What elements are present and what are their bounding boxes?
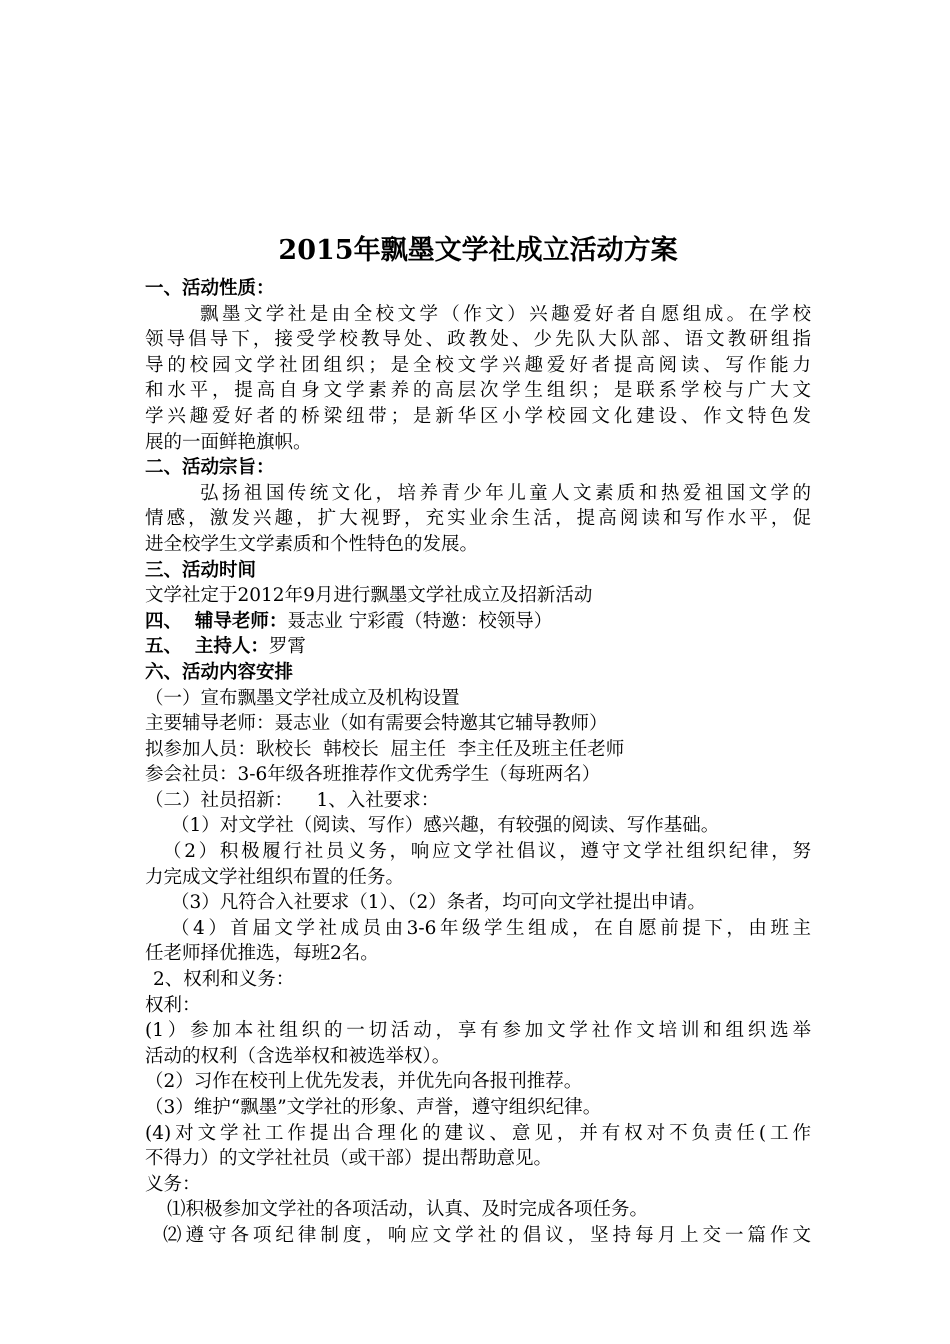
requirement-4-cont: 任老师择优推选，每班2名。 (145, 943, 379, 965)
right-4-cont: 不得力）的文学社社员（或干部）提出帮助意见。 (145, 1148, 553, 1170)
section4-line (145, 609, 811, 635)
requirement-2-cont: 力完成文学社组织布置的任务。 (145, 866, 405, 888)
section4-heading: 四、 辅导老师： (145, 610, 288, 632)
section5-text: 罗霄 (268, 636, 306, 658)
rights-heading: 2、权利和义务： (153, 969, 295, 991)
right-1: (1）参加本社组织的一切活动，享有参加文学社作文培训和组织选举 (145, 1020, 811, 1042)
paragraph-line: 弘扬祖国传统文化，培养青少年儿童人文素质和热爱祖国文学的 (200, 482, 811, 504)
right-4: (4)对文学社工作提出合理化的建议、意见，并有权对不负责任(工作 (145, 1122, 811, 1144)
requirement-2: （2）积极履行社员义务，响应文学社倡议，遵守文学社组织纪律，努 (163, 841, 811, 863)
paragraph-line: 展的一面鲜艳旗帜。 (145, 431, 312, 453)
section2-heading: 二、活动宗旨： (145, 457, 275, 479)
section4-text: 聂志业 宁彩霞（特邀：校领导） (287, 610, 553, 632)
paragraph-line: 进全校学生文学素质和个性特色的发展。 (145, 533, 479, 555)
duty-2: ⑵遵守各项纪律制度，响应文学社的倡议，坚持每月上交一篇作文 (163, 1224, 811, 1246)
part2-heading: （二）社员招新： 1、入社要求： (145, 789, 440, 811)
requirement-1: （1）对文学社（阅读、写作）感兴趣，有较强的阅读、写作基础。 (171, 815, 720, 837)
rights-label: 权利： (145, 994, 201, 1016)
section3-heading: 三、活动时间 (145, 559, 257, 581)
right-2: （2）习作在校刊上优先发表，并优先向各报刊推荐。 (145, 1071, 583, 1093)
section5-line (145, 634, 811, 660)
part1-line: 主要辅导老师：聂志业（如有需要会特邀其它辅导教师） (145, 713, 608, 735)
duties-label: 义务： (145, 1173, 201, 1195)
requirement-3: （3）凡符合入社要求（1）、（2）条者，均可向文学社提出申请。 (171, 892, 706, 914)
section1-heading: 一、活动性质： (145, 278, 275, 299)
part1-line: 拟参加人员：耿校长 韩校长 屈主任 李主任及班主任老师 (145, 738, 625, 760)
right-3: （3）维护“飘墨”文学社的形象、声誉，遵守组织纪律。 (145, 1097, 602, 1118)
paragraph-line: 和水平，提高自身文学素养的高层次学生组织；是联系学校与广大文 (145, 380, 811, 402)
paragraph-line: 情感，激发兴趣，扩大视野，充实业余生活，提高阅读和写作水平，促 (145, 508, 811, 530)
right-1-cont: 活动的权利（含选举权和被选举权）。 (145, 1045, 451, 1067)
part1-line: 参会社员：3-6年级各班推荐作文优秀学生（每班两名） (145, 764, 601, 786)
requirement-4: （4）首届文学社成员由3-6年级学生组成，在自愿前提下，由班主 (171, 917, 811, 939)
paragraph-line: 导的校园文学社团组织；是全校文学兴趣爱好者提高阅读、写作能力 (145, 354, 811, 376)
document-title: 2015年飘墨文学社成立活动方案 (278, 235, 678, 266)
section3-text: 文学社定于2012年9月进行飘墨文学社成立及招新活动 (145, 585, 593, 607)
paragraph-line: 学兴趣爱好者的桥梁纽带；是新华区小学校园文化建设、作文特色发 (145, 405, 811, 427)
paragraph-line: 领导倡导下，接受学校教导处、政教处、少先队大队部、语文教研组指 (145, 329, 811, 351)
section5-heading: 五、 主持人： (145, 636, 269, 658)
paragraph-line: 飘墨文学社是由全校文学（作文）兴趣爱好者自愿组成。在学校 (200, 303, 811, 325)
duty-1: ⑴积极参加文学社的各项活动，认真、及时完成各项任务。 (167, 1199, 649, 1221)
section6-heading: 六、活动内容安排 (145, 661, 294, 683)
document-page (145, 232, 811, 1249)
part1-heading: （一）宣布飘墨文学社成立及机构设置 (145, 687, 460, 709)
